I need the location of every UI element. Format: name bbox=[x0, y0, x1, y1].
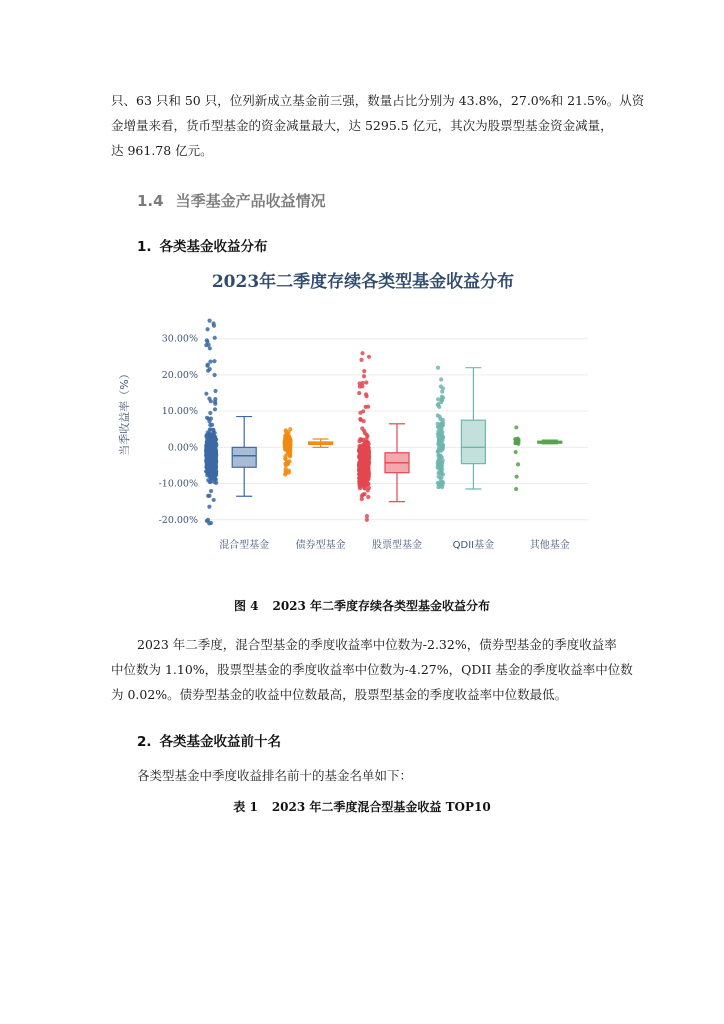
data-point bbox=[213, 407, 217, 411]
chart-title: 2023年二季度存续各类型基金收益分布 bbox=[211, 272, 515, 292]
figure-caption-text: 2023 年二季度存续各类型基金收益分布 bbox=[272, 599, 491, 613]
data-point bbox=[365, 455, 369, 459]
data-point bbox=[285, 431, 289, 435]
x-category-label: 其他基金 bbox=[529, 540, 570, 551]
data-point bbox=[360, 453, 364, 457]
data-point bbox=[438, 454, 442, 458]
subsection-heading-1 bbox=[137, 235, 268, 255]
data-point bbox=[438, 476, 442, 480]
data-point bbox=[208, 427, 212, 431]
data-point bbox=[359, 358, 363, 362]
x-category-label: 股票型基金 bbox=[372, 540, 422, 551]
y-tick-label: 0.00% bbox=[167, 442, 198, 454]
data-point bbox=[363, 431, 367, 435]
series-group bbox=[436, 366, 486, 490]
data-point bbox=[360, 497, 364, 501]
data-point bbox=[361, 459, 365, 463]
data-point bbox=[358, 463, 362, 467]
intro-line bbox=[111, 763, 616, 788]
y-tick-label: 30.00% bbox=[161, 333, 198, 345]
data-point bbox=[436, 366, 440, 370]
y-tick-label: -10.00% bbox=[158, 478, 198, 490]
data-point bbox=[283, 443, 287, 447]
data-point bbox=[362, 374, 366, 378]
data-point bbox=[365, 440, 369, 444]
subsection-2-title: 各类基金收益前十名 bbox=[159, 734, 282, 750]
data-point bbox=[208, 475, 212, 479]
data-point bbox=[439, 384, 443, 388]
data-point bbox=[365, 518, 369, 522]
y-tick-label: 20.00% bbox=[161, 369, 198, 381]
subsection-1-title: 各类基金收益分布 bbox=[159, 239, 268, 255]
data-point bbox=[359, 481, 363, 485]
data-point bbox=[367, 355, 371, 359]
data-point bbox=[286, 460, 290, 464]
data-point bbox=[208, 346, 212, 350]
data-point bbox=[205, 338, 209, 342]
data-point bbox=[286, 449, 290, 453]
data-point bbox=[365, 470, 369, 474]
section-number: 1.4 bbox=[137, 192, 164, 210]
data-point bbox=[358, 475, 362, 479]
data-point bbox=[208, 411, 212, 415]
analysis-paragraph bbox=[111, 632, 633, 707]
data-point bbox=[440, 423, 444, 427]
data-point bbox=[439, 468, 443, 472]
data-point bbox=[214, 455, 218, 459]
data-point bbox=[208, 423, 212, 427]
data-point bbox=[207, 505, 211, 509]
data-point bbox=[516, 436, 520, 440]
data-point bbox=[205, 440, 209, 444]
subsection-1-number: 1. bbox=[137, 239, 152, 255]
data-point bbox=[357, 391, 361, 395]
data-point bbox=[213, 402, 217, 406]
data-point bbox=[436, 402, 440, 406]
data-point bbox=[436, 463, 440, 467]
data-point bbox=[366, 488, 370, 492]
data-point bbox=[436, 397, 440, 401]
table-caption-text: 2023 年二季度混合型基金收益 TOP10 bbox=[271, 800, 491, 814]
data-point bbox=[437, 448, 441, 452]
data-point bbox=[207, 468, 211, 472]
data-point bbox=[514, 487, 518, 491]
data-point bbox=[366, 495, 370, 499]
data-point bbox=[212, 498, 216, 502]
data-point bbox=[364, 476, 368, 480]
data-point bbox=[357, 450, 361, 454]
top-paragraph-line-2: 金增量来看，货币型基金的资金减量最大，达 5295.5 亿元，其次为股票型基金资金减量， bbox=[111, 118, 613, 133]
table-caption-number: 表 1 bbox=[233, 800, 258, 814]
data-point bbox=[206, 478, 210, 482]
data-point bbox=[366, 445, 370, 449]
data-point bbox=[437, 483, 441, 487]
data-point bbox=[204, 392, 208, 396]
section-title: 当季基金产品收益情况 bbox=[175, 192, 326, 210]
figure-caption bbox=[0, 597, 724, 614]
data-point bbox=[440, 483, 444, 487]
data-point bbox=[209, 489, 213, 493]
y-tick-label: -20.00% bbox=[158, 514, 198, 526]
x-category-label: QDII基金 bbox=[452, 540, 495, 551]
analysis-line-3: 为 0.02%。债券型基金的收益中位数最高，股票型基金的季度收益率中位数最低。 bbox=[111, 687, 568, 702]
series-group bbox=[357, 351, 409, 522]
data-point bbox=[206, 518, 210, 522]
data-point bbox=[212, 359, 216, 363]
data-point bbox=[364, 380, 368, 384]
series-group bbox=[204, 319, 256, 526]
data-point bbox=[208, 463, 212, 467]
analysis-line-2: 中位数为 1.10%，股票型基金的季度收益率中位数为-4.27%，QDII 基金的季度收益率中位数 bbox=[111, 662, 633, 677]
data-point bbox=[441, 472, 445, 476]
data-point bbox=[205, 327, 209, 331]
data-point bbox=[287, 469, 291, 473]
data-point bbox=[207, 319, 211, 323]
data-point bbox=[213, 440, 217, 444]
data-point bbox=[204, 455, 208, 459]
data-point bbox=[213, 397, 217, 401]
data-point bbox=[364, 392, 368, 396]
data-point bbox=[209, 417, 213, 421]
data-point bbox=[516, 462, 520, 466]
y-axis-title: 当季收益率（%） bbox=[118, 368, 131, 456]
x-category-label: 混合型基金 bbox=[219, 540, 270, 551]
data-point bbox=[365, 450, 369, 454]
box bbox=[461, 420, 485, 463]
data-point bbox=[213, 336, 217, 340]
subsection-heading-2 bbox=[137, 730, 281, 750]
data-point bbox=[213, 448, 217, 452]
data-point bbox=[360, 351, 364, 355]
data-point bbox=[212, 324, 216, 328]
data-point bbox=[207, 397, 211, 401]
data-point bbox=[208, 360, 212, 364]
intro-line-text: 各类型基金中季度收益排名前十的基金名单如下： bbox=[137, 768, 413, 783]
data-point bbox=[358, 381, 362, 385]
data-point bbox=[206, 369, 210, 373]
data-point bbox=[366, 405, 370, 409]
data-point bbox=[366, 482, 370, 486]
data-point bbox=[209, 521, 213, 525]
data-point bbox=[213, 389, 217, 393]
data-point bbox=[210, 432, 214, 436]
series-group bbox=[283, 427, 333, 476]
data-point bbox=[438, 415, 442, 419]
data-point bbox=[210, 458, 214, 462]
data-point bbox=[207, 494, 211, 498]
data-point bbox=[439, 438, 443, 442]
boxplot-chart bbox=[108, 262, 618, 562]
analysis-line-1: 2023 年二季度，混合型基金的季度收益率中位数为-2.32%，债券型基金的季度收益率 bbox=[137, 637, 617, 652]
figure-caption-number: 图 4 bbox=[233, 599, 259, 613]
data-point bbox=[209, 448, 213, 452]
table-caption bbox=[0, 798, 724, 815]
data-point bbox=[365, 514, 369, 518]
data-point bbox=[205, 446, 209, 450]
data-point bbox=[514, 425, 518, 429]
x-category-label: 债券型基金 bbox=[295, 540, 346, 551]
subsection-2-number: 2. bbox=[137, 734, 152, 750]
data-point bbox=[439, 377, 443, 381]
box bbox=[232, 447, 256, 467]
data-point bbox=[358, 411, 362, 415]
top-paragraph-line-1: 只、63 只和 50 只，位列新成立基金前三强，数量占比分别为 43.8%，27.0%和 21.5%。从资 bbox=[111, 93, 645, 108]
top-paragraph bbox=[111, 88, 645, 163]
section-heading bbox=[137, 190, 326, 211]
data-point bbox=[514, 450, 518, 454]
series-group bbox=[513, 425, 562, 491]
y-tick-label: 10.00% bbox=[161, 406, 198, 418]
top-paragraph-line-3: 达 961.78 亿元。 bbox=[111, 143, 213, 158]
data-point bbox=[515, 475, 519, 479]
data-point bbox=[362, 419, 366, 423]
data-point bbox=[213, 373, 217, 377]
data-point bbox=[362, 369, 366, 373]
data-point bbox=[440, 397, 444, 401]
